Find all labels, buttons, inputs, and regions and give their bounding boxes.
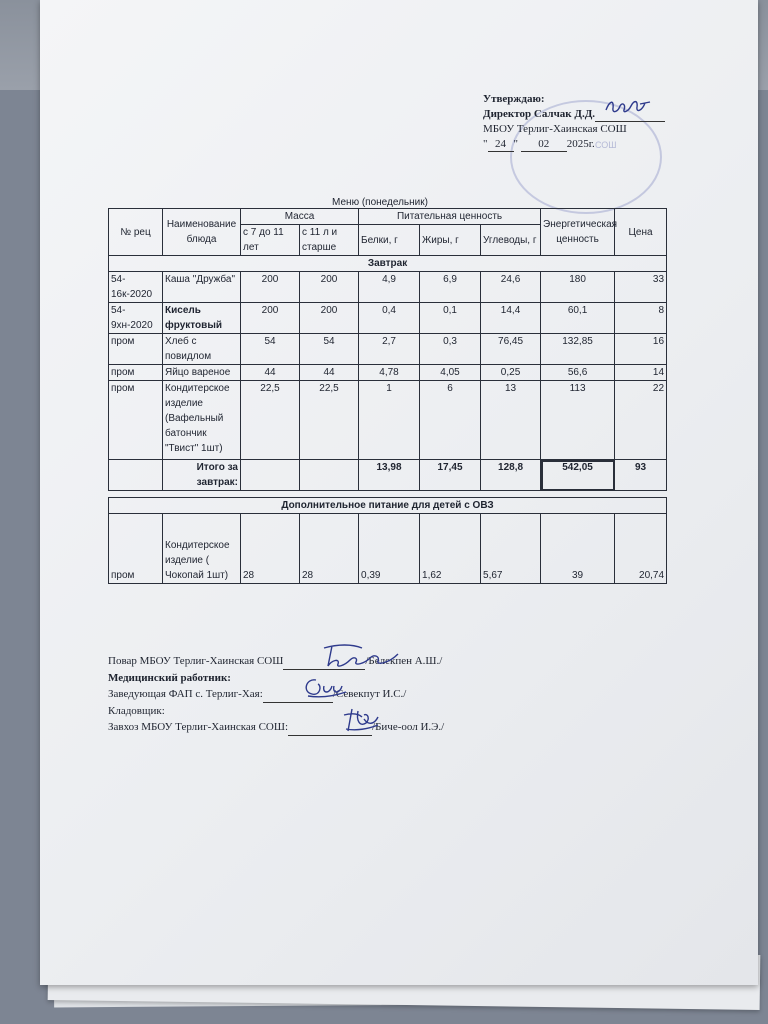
- table-row: [109, 303, 667, 334]
- row-rec: пром: [109, 334, 163, 365]
- menu-table: [108, 208, 667, 584]
- row-energy: 60,1: [541, 303, 615, 334]
- row-fat: 0,3: [420, 334, 481, 365]
- cook-label: Повар МБОУ Терлиг-Хаинская СОШ: [108, 655, 284, 667]
- fap-name: /Севекпут И.С./: [332, 688, 407, 700]
- header-mass-7-11: с 7 до 11 лет: [241, 225, 300, 256]
- header-name: Наименование блюда: [163, 209, 241, 256]
- row-carbs: 76,45: [481, 334, 541, 365]
- row-energy: 113: [541, 381, 615, 460]
- cook-signature: [318, 640, 402, 670]
- supply-label: Завхоз МБОУ Терлиг-Хаинская СОШ:: [108, 721, 289, 733]
- header-mass-11: с 11 л и старше: [300, 225, 359, 256]
- menu-title: Меню (понедельник): [332, 197, 428, 208]
- header-mass: Масса: [241, 209, 359, 225]
- date-year: 2025г.: [566, 137, 595, 150]
- row-mass-1: 22,5: [241, 381, 300, 460]
- row-carbs: 24,6: [481, 272, 541, 303]
- row-mass-1: 200: [241, 303, 300, 334]
- total-fat: 17,45: [420, 460, 481, 491]
- total-price: 93: [615, 460, 667, 491]
- extra-name: Кондитерское изделие ( Чокопай 1шт): [163, 514, 241, 584]
- row-rec: 54-9хн-2020: [109, 303, 163, 334]
- table-row: [109, 272, 667, 303]
- total-empty: [300, 460, 359, 491]
- header-energy: Энергетическая ценность: [541, 209, 615, 256]
- row-rec: пром: [109, 365, 163, 381]
- header-carbs: Углеводы, г: [481, 225, 541, 256]
- table-row: [109, 334, 667, 365]
- spacer-row: [109, 491, 667, 498]
- row-fat: 4,05: [420, 365, 481, 381]
- header-protein: Белки, г: [359, 225, 420, 256]
- date-month: 02: [521, 137, 567, 153]
- fap-line: [108, 686, 668, 703]
- row-name: Каша "Дружба": [163, 272, 241, 303]
- row-protein: 0,4: [359, 303, 420, 334]
- supply-name: /Биче-оол И.Э./: [372, 721, 445, 733]
- approve-label: Утверждаю:: [483, 93, 545, 105]
- row-fat: 6: [420, 381, 481, 460]
- row-price: 8: [615, 303, 667, 334]
- total-carbs: 128,8: [481, 460, 541, 491]
- row-energy: 132,85: [541, 334, 615, 365]
- header-fat: Жиры, г: [420, 225, 481, 256]
- row-rec: пром: [109, 381, 163, 460]
- total-row: [109, 460, 667, 491]
- header-rec: № рец: [109, 209, 163, 256]
- row-mass-2: 22,5: [300, 381, 359, 460]
- extra-label: Дополнительное питание для детей с ОВЗ: [109, 498, 667, 514]
- row-protein: 1: [359, 381, 420, 460]
- total-protein: 13,98: [359, 460, 420, 491]
- table-row: [109, 381, 667, 460]
- stamp-text: СОШ: [595, 140, 617, 150]
- row-name: Яйцо вареное: [163, 365, 241, 381]
- row-mass-2: 200: [300, 303, 359, 334]
- storekeeper-label: Кладовщик:: [108, 705, 165, 717]
- school-name: МБОУ Терлиг-Хаинская СОШ: [483, 123, 627, 135]
- cook-name: /Белекпен А.Ш./: [365, 655, 443, 667]
- director-signature: [604, 96, 652, 118]
- total-label: Итого за завтрак:: [163, 460, 241, 491]
- row-energy: 180: [541, 272, 615, 303]
- fap-signature: [300, 674, 350, 700]
- extra-section-row: [109, 498, 667, 514]
- row-energy: 56,6: [541, 365, 615, 381]
- row-name: Кисель фруктовый: [163, 303, 241, 334]
- row-mass-2: 44: [300, 365, 359, 381]
- row-fat: 6,9: [420, 272, 481, 303]
- spacer: [109, 491, 667, 498]
- total-energy: 542,05: [541, 460, 615, 491]
- extra-mass-2: 28: [300, 514, 359, 584]
- row-name: Кондитерское изделие (Вафельный батончик "Твист" 1шт): [163, 381, 241, 460]
- row-mass-2: 200: [300, 272, 359, 303]
- row-fat: 0,1: [420, 303, 481, 334]
- row-mass-1: 54: [241, 334, 300, 365]
- row-price: 16: [615, 334, 667, 365]
- approval-date: " 24 " 02 2025г.: [483, 137, 733, 153]
- supply-signature: [338, 705, 382, 735]
- row-protein: 4,78: [359, 365, 420, 381]
- row-mass-2: 54: [300, 334, 359, 365]
- supply-line: [108, 719, 668, 736]
- extra-carbs: 5,67: [481, 514, 541, 584]
- row-price: 33: [615, 272, 667, 303]
- row-name: Хлеб с повидлом: [163, 334, 241, 365]
- row-mass-1: 44: [241, 365, 300, 381]
- header-price: Цена: [615, 209, 667, 256]
- medic-label: Медицинский работник:: [108, 672, 231, 684]
- fap-label: Заведующая ФАП с. Терлиг-Хая:: [108, 688, 263, 700]
- extra-rec: пром: [109, 514, 163, 584]
- extra-row: [109, 514, 667, 584]
- section-row: [109, 256, 667, 272]
- row-price: 22: [615, 381, 667, 460]
- row-protein: 2,7: [359, 334, 420, 365]
- row-carbs: 13: [481, 381, 541, 460]
- row-protein: 4,9: [359, 272, 420, 303]
- date-day: 24: [488, 137, 514, 153]
- extra-energy: 39: [541, 514, 615, 584]
- row-carbs: 14,4: [481, 303, 541, 334]
- total-empty: [241, 460, 300, 491]
- row-carbs: 0,25: [481, 365, 541, 381]
- table-row: [109, 365, 667, 381]
- row-price: 14: [615, 365, 667, 381]
- director-name: Директор Салчак Д.Д.: [483, 107, 596, 120]
- extra-price: 20,74: [615, 514, 667, 584]
- extra-fat: 1,62: [420, 514, 481, 584]
- total-empty: [109, 460, 163, 491]
- header-nutrition: Питательная ценность: [359, 209, 541, 225]
- header-row-1: [109, 209, 667, 225]
- extra-protein: 0,39: [359, 514, 420, 584]
- extra-mass-1: 28: [241, 514, 300, 584]
- row-mass-1: 200: [241, 272, 300, 303]
- row-rec: 54-16к-2020: [109, 272, 163, 303]
- breakfast-label: Завтрак: [109, 256, 667, 272]
